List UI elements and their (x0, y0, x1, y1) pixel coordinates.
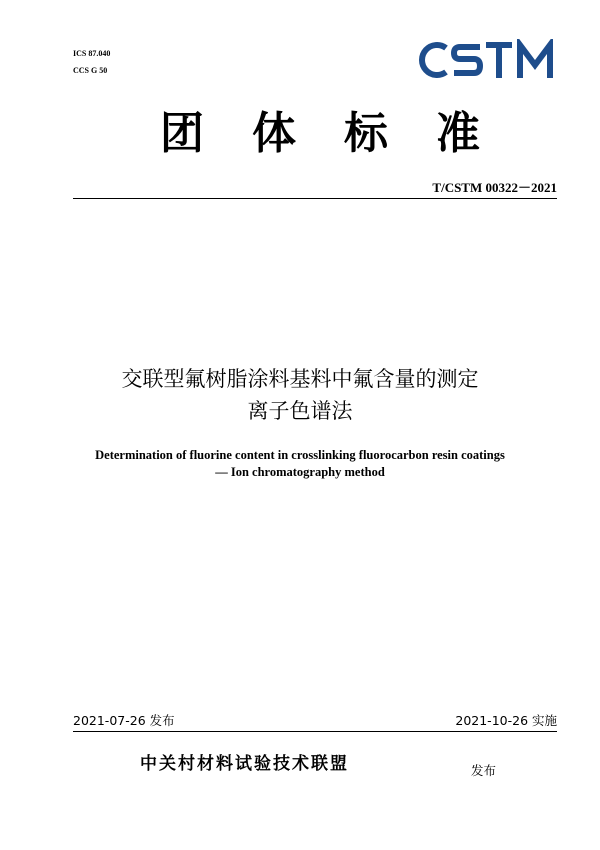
doc-type-char: 体 (252, 108, 296, 159)
doc-type-char: 团 (160, 108, 204, 159)
title-chinese-line-2: 离子色谱法 (247, 399, 353, 423)
ccs-code: CCS G 50 (73, 66, 108, 75)
issuing-organization: 中关村材料试验技术联盟 (140, 754, 349, 774)
logo-letter-s (454, 47, 480, 73)
classification-codes (73, 45, 110, 79)
title-english-line-1: Determination of fluorine content in crosslinking fluorocarbon resin coatings (95, 448, 505, 462)
top-divider (73, 198, 557, 199)
logo-letter-t (486, 45, 512, 78)
logo-letter-m (520, 45, 550, 78)
logo-text: CSTM (416, 39, 419, 40)
implement-date: 2021-10-26 实施 (455, 713, 557, 728)
doc-type-char: 标 (344, 108, 388, 159)
cstm-logo (416, 39, 556, 81)
issue-label: 发布 (471, 763, 497, 778)
document-type-heading (160, 106, 480, 162)
doc-type-char: 准 (436, 108, 480, 159)
title-chinese-line-1: 交联型氟树脂涂料基料中氟含量的测定 (121, 367, 479, 391)
title-english-line-2: — Ion chromatography method (215, 465, 385, 479)
ics-code: ICS 87.040 (73, 49, 111, 58)
standard-number: T/CSTM 00322－2021 (432, 180, 557, 195)
logo-letter-c (422, 45, 446, 75)
bottom-divider (73, 731, 557, 732)
publish-date: 2021-07-26 发布 (73, 713, 175, 728)
